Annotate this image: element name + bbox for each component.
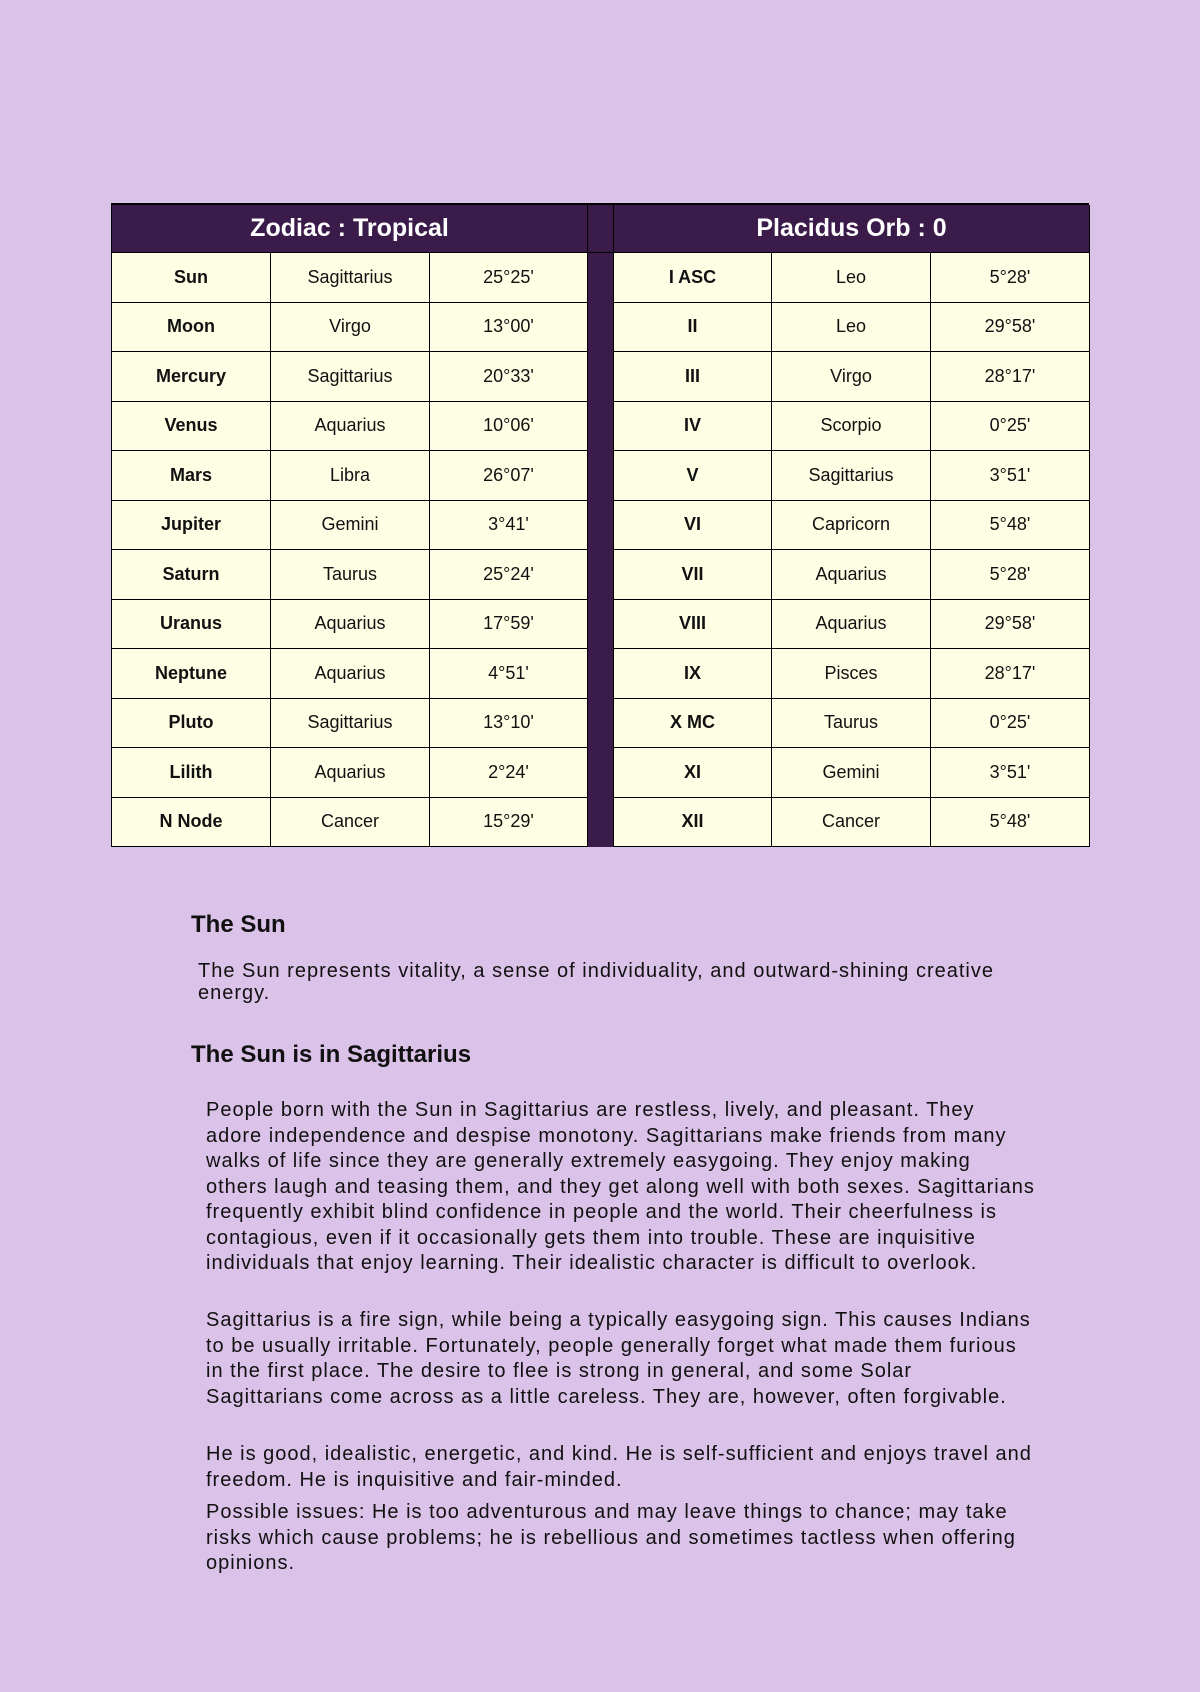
planet-name: Jupiter bbox=[112, 501, 271, 551]
house-name: IX bbox=[614, 649, 772, 699]
planet-degree: 25°25' bbox=[430, 253, 588, 303]
planet-degree: 20°33' bbox=[430, 352, 588, 402]
house-name: XII bbox=[614, 798, 772, 848]
house-sign: Leo bbox=[772, 303, 931, 353]
house-system-header: Placidus Orb : 0 bbox=[614, 205, 1090, 253]
house-sign: Cancer bbox=[772, 798, 931, 848]
house-name: VII bbox=[614, 550, 772, 600]
house-sign: Aquarius bbox=[772, 600, 931, 650]
planet-name: Moon bbox=[112, 303, 271, 353]
house-sign: Sagittarius bbox=[772, 451, 931, 501]
planet-sign: Sagittarius bbox=[271, 352, 430, 402]
house-degree: 5°48' bbox=[931, 798, 1090, 848]
planet-degree: 10°06' bbox=[430, 402, 588, 452]
house-degree: 29°58' bbox=[931, 600, 1090, 650]
house-name: I ASC bbox=[614, 253, 772, 303]
sun-sign-heading: The Sun is in Sagittarius bbox=[191, 1041, 472, 1068]
house-sign: Aquarius bbox=[772, 550, 931, 600]
planet-sign: Virgo bbox=[271, 303, 430, 353]
house-name: XI bbox=[614, 748, 772, 798]
sign-paragraph: Possible issues: He is too adventurous and may leave things to chance; may take risks which cause problems; he is rebellious and sometimes tactless when offering opinions. bbox=[206, 1501, 1016, 1574]
sun-heading: The Sun bbox=[191, 911, 286, 938]
column-divider-header bbox=[588, 205, 614, 253]
house-name: V bbox=[614, 451, 772, 501]
planet-degree: 15°29' bbox=[430, 798, 588, 848]
house-sign: Leo bbox=[772, 253, 931, 303]
house-sign: Scorpio bbox=[772, 402, 931, 452]
planet-name: Venus bbox=[112, 402, 271, 452]
house-degree: 29°58' bbox=[931, 303, 1090, 353]
house-degree: 3°51' bbox=[931, 748, 1090, 798]
house-degree: 3°51' bbox=[931, 451, 1090, 501]
house-name: III bbox=[614, 352, 772, 402]
house-degree: 0°25' bbox=[931, 699, 1090, 749]
planet-name: Mars bbox=[112, 451, 271, 501]
house-name: VI bbox=[614, 501, 772, 551]
sign-paragraph: Sagittarius is a fire sign, while being a typically easygoing sign. This causes Indians to be usually irritable. Fortunately, people generally forget what made them furious in the first place. The desire to flee is strong in general, and some Solar Sagittarians come across as a little careless. They are, however, often forgivable. bbox=[206, 1309, 1031, 1408]
house-degree: 28°17' bbox=[931, 352, 1090, 402]
planet-degree: 25°24' bbox=[430, 550, 588, 600]
planet-name: Lilith bbox=[112, 748, 271, 798]
planet-degree: 4°51' bbox=[430, 649, 588, 699]
planet-sign: Aquarius bbox=[271, 748, 430, 798]
planet-sign: Aquarius bbox=[271, 649, 430, 699]
planet-degree: 26°07' bbox=[430, 451, 588, 501]
house-name: X MC bbox=[614, 699, 772, 749]
house-degree: 0°25' bbox=[931, 402, 1090, 452]
house-degree: 5°48' bbox=[931, 501, 1090, 551]
planet-degree: 2°24' bbox=[430, 748, 588, 798]
planet-name: Mercury bbox=[112, 352, 271, 402]
house-sign: Virgo bbox=[772, 352, 931, 402]
planet-sign: Gemini bbox=[271, 501, 430, 551]
astrology-chart-table bbox=[111, 203, 1089, 847]
planet-sign: Cancer bbox=[271, 798, 430, 848]
sun-description: The Sun represents vitality, a sense of individuality, and outward-shining creative energy. bbox=[198, 960, 994, 1004]
planet-sign: Taurus bbox=[271, 550, 430, 600]
planet-sign: Sagittarius bbox=[271, 253, 430, 303]
planet-name: Sun bbox=[112, 253, 271, 303]
sign-paragraph: People born with the Sun in Sagittarius are restless, lively, and pleasant. They adore independence and despise monotony. Sagittarians make friends from many walks of life since they are generally extremely easygoing. They enjoy making others laugh and teasing them, and they get along well with both sexes. Sagittarians frequently exhibit blind confidence in people and the world. Their cheerfulness is contagious, even if it occasionally gets them into trouble. These are inquisitive individuals that enjoy learning. Their idealistic character is difficult to overlook. bbox=[206, 1099, 1035, 1274]
house-degree: 5°28' bbox=[931, 253, 1090, 303]
sign-paragraph: He is good, idealistic, energetic, and kind. He is self-sufficient and enjoys travel and freedom. He is inquisitive and fair-minded. bbox=[206, 1443, 1032, 1491]
planet-sign: Libra bbox=[271, 451, 430, 501]
house-degree: 28°17' bbox=[931, 649, 1090, 699]
planet-name: Pluto bbox=[112, 699, 271, 749]
planet-degree: 13°00' bbox=[430, 303, 588, 353]
planet-name: N Node bbox=[112, 798, 271, 848]
house-sign: Gemini bbox=[772, 748, 931, 798]
house-sign: Taurus bbox=[772, 699, 931, 749]
planet-degree: 17°59' bbox=[430, 600, 588, 650]
column-divider bbox=[588, 253, 614, 847]
house-name: VIII bbox=[614, 600, 772, 650]
planet-sign: Sagittarius bbox=[271, 699, 430, 749]
house-sign: Pisces bbox=[772, 649, 931, 699]
planet-sign: Aquarius bbox=[271, 402, 430, 452]
house-name: IV bbox=[614, 402, 772, 452]
planet-name: Neptune bbox=[112, 649, 271, 699]
house-degree: 5°28' bbox=[931, 550, 1090, 600]
zodiac-header: Zodiac : Tropical bbox=[112, 205, 588, 253]
planet-sign: Aquarius bbox=[271, 600, 430, 650]
planet-name: Saturn bbox=[112, 550, 271, 600]
planet-name: Uranus bbox=[112, 600, 271, 650]
planet-degree: 13°10' bbox=[430, 699, 588, 749]
planet-degree: 3°41' bbox=[430, 501, 588, 551]
house-sign: Capricorn bbox=[772, 501, 931, 551]
house-name: II bbox=[614, 303, 772, 353]
